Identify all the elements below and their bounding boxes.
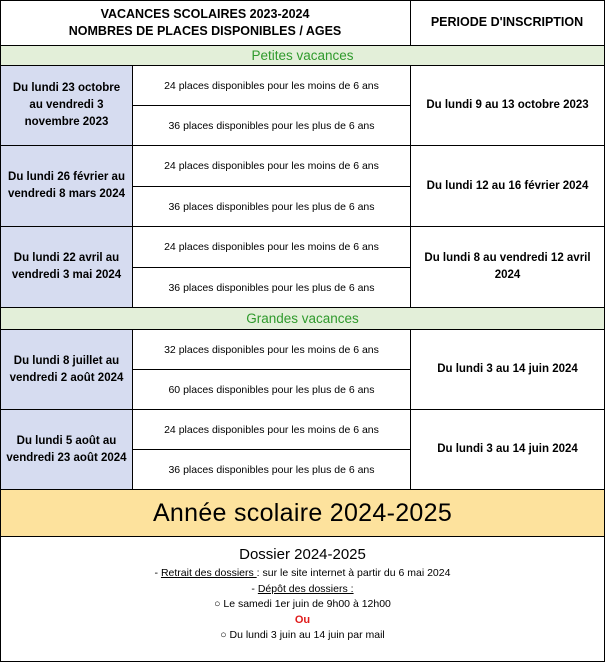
year-banner: Année scolaire 2024-2025 xyxy=(0,490,605,536)
section-grandes-vacances: Grandes vacances xyxy=(1,308,604,329)
registration-cell: Du lundi 8 au vendredi 12 avril 2024 xyxy=(424,252,591,281)
row-divider xyxy=(0,329,605,330)
registration-cell: Du lundi 12 au 16 février 2024 xyxy=(426,179,589,192)
column-divider-header xyxy=(410,0,411,45)
places-divider xyxy=(132,369,410,370)
registration-cell: Du lundi 3 au 14 juin 2024 xyxy=(437,363,578,375)
row-divider xyxy=(0,409,605,410)
places-under6-cell: 24 places disponibles pour les moins de 6 ans xyxy=(164,423,379,436)
places-over6-cell: 60 places disponibles pour les plus de 6 ans xyxy=(168,383,375,396)
row-divider xyxy=(0,45,605,46)
depot-option-2: ○ Du lundi 3 juin au 14 juin par mail xyxy=(220,629,385,641)
places-under6-cell: 32 places disponibles pour les moins de 6 ans xyxy=(164,343,379,356)
row-divider xyxy=(0,226,605,227)
row-divider xyxy=(0,65,605,66)
table-title-line1: VACANCES SCOLAIRES 2023-2024 xyxy=(100,6,310,21)
registration-cell: Du lundi 9 au 13 octobre 2023 xyxy=(426,99,589,111)
retrait-text: : sur le site internet à partir du 6 mai 2024 xyxy=(256,567,451,579)
period-cell: Du lundi 5 août au vendredi 23 août 2024 xyxy=(1,410,132,489)
places-over6-cell: 36 places disponibles pour les plus de 6 ans xyxy=(168,463,375,476)
depot-prefix: - xyxy=(251,582,258,595)
places-over6-cell: 36 places disponibles pour les plus de 6 ans xyxy=(168,200,375,213)
depot-option-1: ○ Le samedi 1er juin de 9h00 à 12h00 xyxy=(214,598,391,610)
places-divider xyxy=(132,105,410,106)
row-divider xyxy=(0,307,605,308)
section-petites-vacances: Petites vacances xyxy=(1,46,604,65)
places-divider xyxy=(132,267,410,268)
places-under6-cell: 24 places disponibles pour les moins de 6 ans xyxy=(164,79,379,92)
places-over6-cell: 36 places disponibles pour les plus de 6 ans xyxy=(168,119,375,132)
registration-cell: Du lundi 3 au 14 juin 2024 xyxy=(437,443,578,455)
places-divider xyxy=(132,449,410,450)
retrait-label: Retrait des dossiers xyxy=(160,567,257,579)
period-cell: Du lundi 22 avril au vendredi 3 mai 2024 xyxy=(1,227,132,307)
table-border-top xyxy=(0,0,605,1)
row-divider xyxy=(0,489,605,490)
places-over6-cell: 36 places disponibles pour les plus de 6 ans xyxy=(168,281,375,294)
places-under6-cell: 24 places disponibles pour les moins de 6 ans xyxy=(164,241,379,253)
retrait-line xyxy=(0,566,605,582)
retrait-prefix: - xyxy=(154,567,161,579)
column-divider-places xyxy=(410,65,411,308)
registration-column-header: PERIODE D'INSCRIPTION xyxy=(430,15,584,29)
depot-line xyxy=(0,582,605,598)
depot-label: Dépôt des dossiers : xyxy=(257,582,354,595)
or-separator: Ou xyxy=(294,613,311,626)
dossier-info xyxy=(0,537,605,644)
row-divider xyxy=(0,145,605,146)
table-title xyxy=(0,0,410,45)
places-under6-cell: 24 places disponibles pour les moins de 6 ans xyxy=(164,160,379,172)
period-cell: Du lundi 8 juillet au vendredi 2 août 2024 xyxy=(1,330,132,409)
places-divider xyxy=(132,186,410,187)
dossier-title: Dossier 2024-2025 xyxy=(239,546,366,563)
table-title-line2: NOMBRES DE PLACES DISPONIBLES / AGES xyxy=(68,23,342,38)
period-cell: Du lundi 26 février au vendredi 8 mars 2024 xyxy=(1,146,132,226)
period-cell: Du lundi 23 octobre au vendredi 3 novembre 2023 xyxy=(1,66,132,145)
